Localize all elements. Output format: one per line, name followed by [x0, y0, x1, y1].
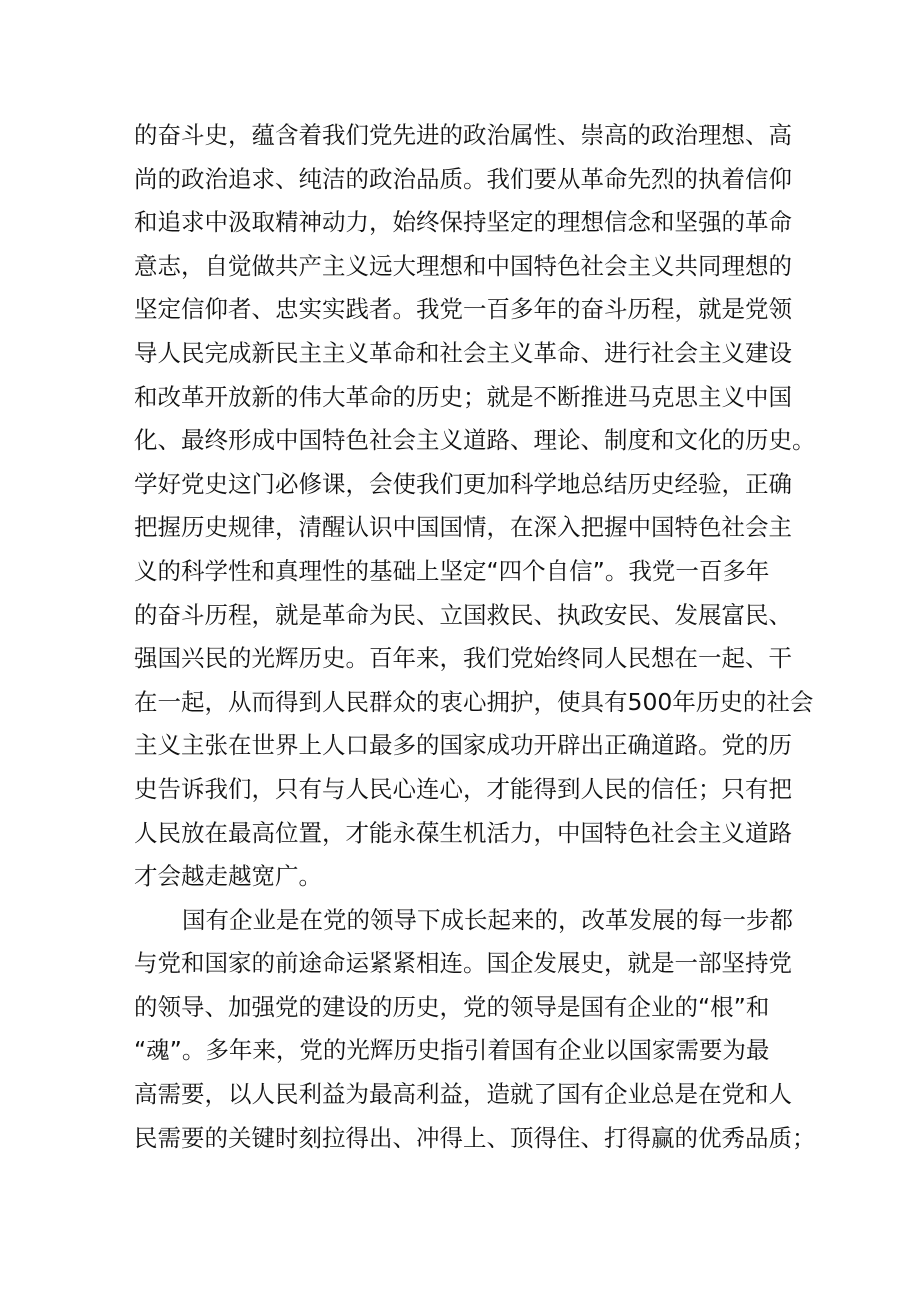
text-line: 义的科学性和真理性的基础上坚定“四个自信”。我党一百多年: [134, 556, 770, 585]
paragraph-2: [134, 899, 814, 1161]
text-line: 人民放在最高位置，才能永葆生机活力，中国特色社会主义道路: [134, 818, 792, 847]
text-line: “魂”。多年来，党的光辉历史指引着国有企业以国家需要为最: [134, 1036, 770, 1065]
text-line: 国有企业是在党的领导下成长起来的，改革发展的每一步都: [182, 905, 793, 934]
text-line: 与党和国家的前途命运紧紧相连。国企发展史，就是一部坚持党: [134, 949, 792, 978]
text-line: 高需要，以人民利益为最高利益，造就了国有企业总是在党和人: [134, 1080, 792, 1109]
text-line: 主义主张在世界上人口最多的国家成功开辟出正确道路。党的历: [134, 731, 792, 760]
text-line: 和改革开放新的伟大革命的历史；就是不断推进马克思主义中国: [134, 382, 792, 411]
document-body: [134, 114, 814, 1160]
paragraph-1: [134, 114, 814, 899]
text-line: 的奋斗历程，就是革命为民、立国救民、执政安民、发展富民、: [134, 600, 792, 629]
text-line: 强国兴民的光辉历史。百年来，我们党始终同人民想在一起、干: [134, 644, 792, 673]
text-line: 导人民完成新民主主义革命和社会主义革命、进行社会主义建设: [134, 338, 792, 367]
text-line: 在一起，从而得到人民群众的衷心拥护，使具有500年历史的社会: [134, 687, 814, 716]
text-line: 的奋斗史，蕴含着我们党先进的政治属性、崇高的政治理想、高: [134, 121, 792, 149]
text-line: 坚定信仰者、忠实实践者。我党一百多年的奋斗历程，就是党领: [134, 295, 792, 324]
text-line: 意志，自觉做共产主义远大理想和中国特色社会主义共同理想的: [134, 251, 792, 280]
text-line: 的领导、加强党的建设的历史，党的领导是国有企业的“根”和: [134, 992, 770, 1021]
text-line: 把握历史规律，清醒认识中国国情，在深入把握中国特色社会主: [134, 513, 792, 542]
text-line: 和追求中汲取精神动力，始终保持坚定的理想信念和坚强的革命: [134, 208, 792, 237]
text-line: 尚的政治追求、纯洁的政治品质。我们要从革命先烈的执着信仰: [134, 164, 792, 193]
text-line: 民需要的关键时刻拉得出、冲得上、顶得住、打得赢的优秀品质；: [134, 1123, 816, 1152]
text-line: 史告诉我们，只有与人民心连心，才能得到人民的信任；只有把: [134, 774, 792, 803]
text-line: 才会越走越宽广。: [134, 862, 322, 891]
text-line: 学好党史这门必修课，会使我们更加科学地总结历史经验，正确: [134, 469, 792, 498]
text-line: 化、最终形成中国特色社会主义道路、理论、制度和文化的历史。: [134, 426, 816, 455]
